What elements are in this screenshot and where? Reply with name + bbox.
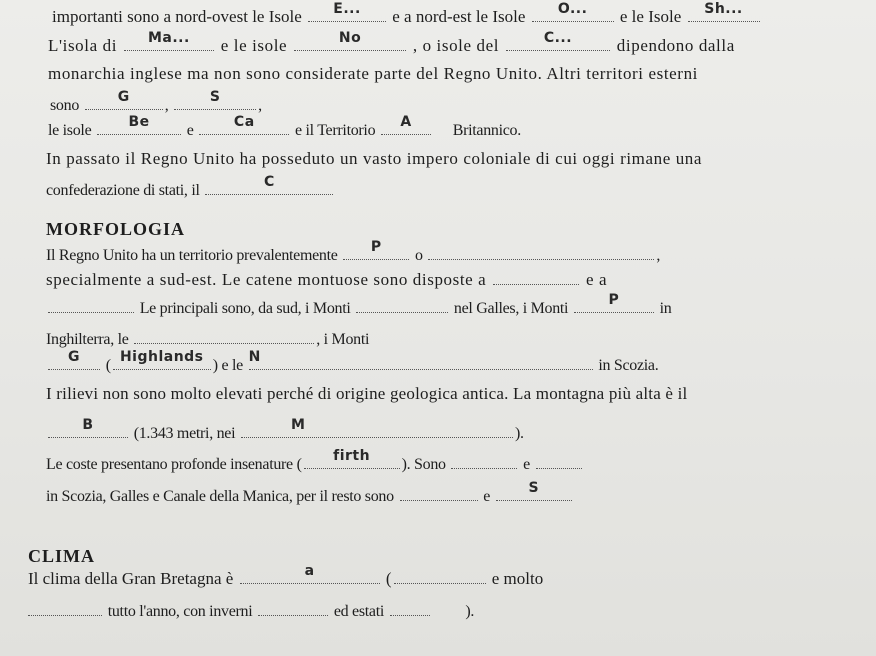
text-line-12: G ( Highlands ) e le N in Scozia. (46, 352, 658, 377)
text-line-1: importanti sono a nord-ovest le Isole E... e a nord-est le Isole O... e le Isole Sh... (52, 4, 762, 28)
section-heading-morfologia: MORFOLOGIA (46, 219, 185, 239)
text-line-6: In passato il Regno Unito ha posseduto un vasto impero coloniale di cui oggi rimane una (46, 149, 703, 168)
blank-20[interactable]: G (48, 352, 100, 370)
text-line-10: Le principali sono, da sud, i Monti nel Galles, i Monti P in (46, 295, 671, 320)
blank-18[interactable]: P (574, 295, 654, 313)
text-line-8: Il Regno Unito ha un territorio prevalentemente P o , (46, 239, 661, 264)
blank-9[interactable]: Be (97, 117, 181, 135)
text-line-13: I rilievi non sono molto elevati perché di origine geologica antica. La montagna più alta è il (46, 384, 688, 403)
text-line-17: Il clima della Gran Bretagna è a ( e molto (28, 563, 544, 588)
text-line-7: confederazione di stati, il C (46, 177, 335, 202)
section-heading-clima: CLIMA (28, 546, 95, 566)
text-line-9: specialmente a sud-est. Le catene montuose sono disposte a e a (46, 267, 607, 291)
blank-23[interactable]: B (48, 420, 128, 438)
blank-12[interactable]: C (205, 177, 333, 195)
text-line-18: tutto l'anno, con inverni ed estati ). (26, 598, 474, 623)
blank-34[interactable] (390, 598, 430, 616)
text-line-3: monarchia inglese ma non sono considerate parte del Regno Unito. Altri territori esterni (48, 64, 698, 83)
blank-28[interactable] (400, 483, 478, 501)
blank-2[interactable]: O... (532, 4, 614, 22)
blank-22[interactable]: N (249, 352, 593, 370)
blank-6[interactable]: C... (506, 33, 610, 51)
blank-10[interactable]: Ca (199, 117, 289, 135)
blank-15[interactable] (493, 267, 579, 285)
blank-14[interactable] (428, 242, 654, 260)
text-line-14: B (1.343 metri, nei M ). (46, 420, 524, 445)
blank-24[interactable]: M (241, 420, 513, 438)
blank-4[interactable]: Ma... (124, 33, 214, 51)
blank-26[interactable] (451, 451, 517, 469)
blank-13[interactable]: P (343, 242, 409, 260)
blank-3[interactable]: Sh... (688, 4, 760, 22)
blank-8[interactable]: S (174, 92, 256, 110)
blank-25[interactable]: firth (304, 451, 400, 469)
blank-17[interactable] (356, 295, 448, 313)
blank-16[interactable] (48, 295, 134, 313)
blank-31[interactable] (394, 566, 486, 584)
text-line-2: L'isola di Ma... e le isole No , o isole del C... dipendono dalla (48, 30, 735, 55)
text-line-11: Inghilterra, le , i Monti (46, 326, 369, 351)
blank-11[interactable]: A (381, 117, 431, 135)
text-line-15: Le coste presentano profonde insenature ( firth ). Sono e (46, 451, 584, 476)
blank-21[interactable]: Highlands (113, 352, 211, 370)
blank-32[interactable] (28, 598, 102, 616)
text-line-5: le isole Be e Ca e il Territorio A Britannico. (48, 114, 521, 139)
blank-33[interactable] (258, 598, 328, 616)
blank-5[interactable]: No (294, 33, 406, 51)
blank-30[interactable]: a (240, 566, 380, 584)
blank-1[interactable]: E... (308, 4, 386, 22)
blank-27[interactable] (536, 451, 582, 469)
blank-29[interactable]: S (496, 483, 572, 501)
text-line-16: in Scozia, Galles e Canale della Manica, per il resto sono e S (46, 483, 574, 508)
blank-7[interactable]: G (85, 92, 163, 110)
text-line-4: sono G , S , (50, 89, 262, 114)
blank-19[interactable] (134, 326, 314, 344)
